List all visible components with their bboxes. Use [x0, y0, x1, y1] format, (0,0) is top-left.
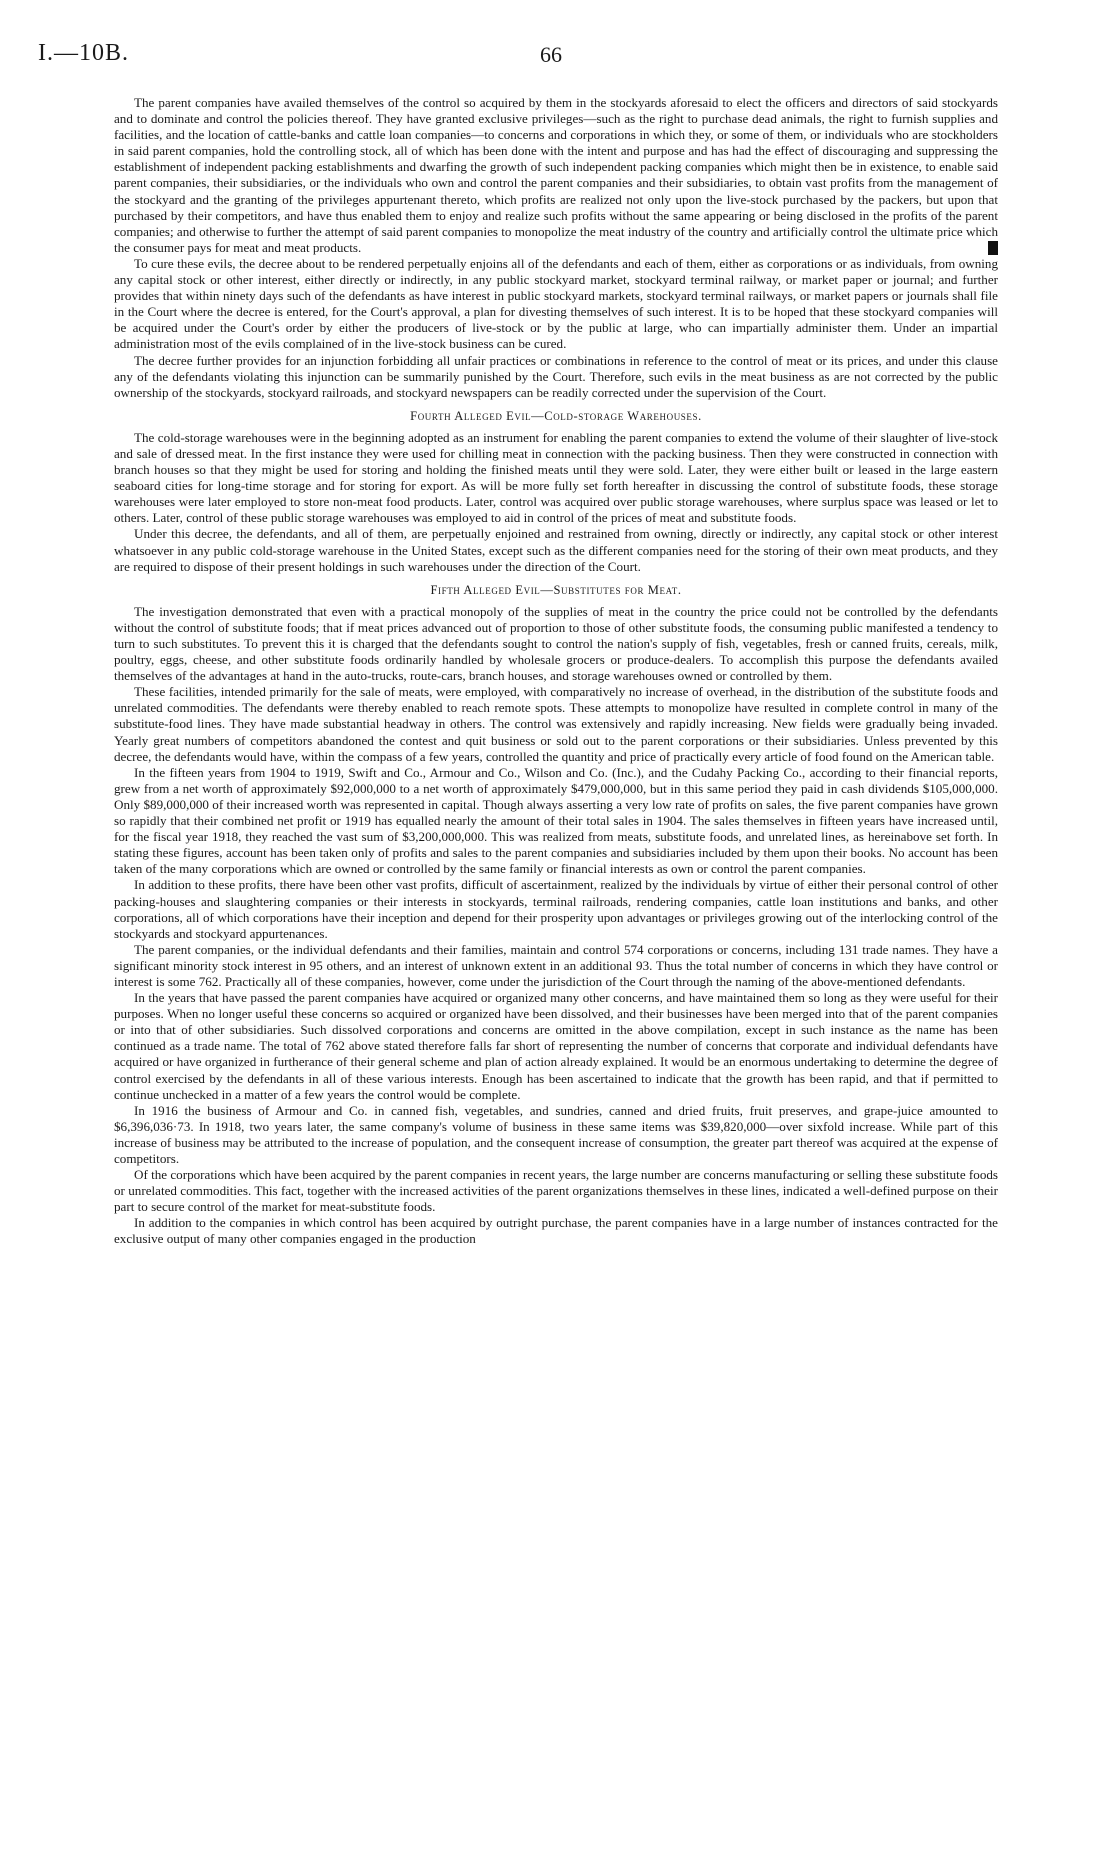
paragraph: The parent companies, or the individual defendants and their families, maintain and control 574 corporations or concerns, including 131 trade names. They have a significant minority stock interest in 95 others, and an interest of unknown extent in an additional 93. Thus the total number of concerns in which they have control or interest is some 762. Practically all of these companies, however, come under the jurisdiction of the Court through the naming of the above-mentioned defendants.: [114, 941, 998, 989]
paragraph: These facilities, intended primarily for the sale of meats, were employed, with comparatively no increase of overhead, in the distribution of the substitute foods and unrelated commodities. The defendants were thereby enabled to reach remote spots. These attempts to monopolize have resulted in complete control in many of the substitute-food lines. They have made substantial headway in others. The control was extensively and rapidly increasing. New fields were gradually being invaded. Yearly great numbers of competitors abandoned the contest and quit business or sold out to the parent corporations or their subsidiaries. Unless prevented by this decree, the defendants would have, within the compass of a few years, controlled the quantity and price of practically every article of food found on the American table.: [114, 684, 998, 764]
paragraph: Of the corporations which have been acquired by the parent companies in recent years, the large number are concerns manufacturing or selling these substitute foods or unrelated commodities. This fact, together with the increased activities of the parent organizations themselves in these lines, indicated a well-defined purpose on their part to secure control of the market for meat-substitute foods.: [114, 1167, 999, 1215]
paragraph: In 1916 the business of Armour and Co. in canned fish, vegetables, and sundries, canned and dried fruits, fruit preserves, and grape-juice amounted to $6,396,036·73. In 1918, two years later, the same company's volume of business in these same items was $39,820,000—over sixfold increase. While part of this increase of business may be attributed to the increase of population, and the consequent increase of consumption, the greater part thereof was acquired at the expense of competitors.: [114, 1102, 998, 1166]
paragraph: In addition to the companies in which control has been acquired by outright purchase, the parent companies have in a large number of instances contracted for the exclusive output of many other companies engaged in the production: [114, 1215, 998, 1247]
body-text: [114, 95, 998, 1248]
section-heading: Fifth Alleged Evil—Substitutes for Meat.: [430, 582, 682, 597]
paragraph: The decree further provides for an injunction forbidding all unfair practices or combinations in reference to the control of meat or its prices, and under this clause any of the defendants violating this injunction can be summarily punished by the Court. Therefore, such evils in the meat business as are not corrected by the public ownership of the stockyards, stockyard railroads, and stockyard newspapers can be readily corrected under the supervision of the Court.: [114, 352, 998, 400]
paragraph: In the years that have passed the parent companies have acquired or organized many other concerns, and have maintained them so long as they were useful for their purposes. When no longer useful these concerns so acquired or organized have been dissolved, and their businesses have been merged into that of the parent companies or into that of other subsidiaries. Such dissolved corporations and concerns are omitted in the above compilation, except in such instance as the name has been continued as a trade name. The total of 762 above stated therefore falls far short of representing the number of concerns that corporate and individual defendants have acquired or have organized in furtherance of their general scheme and plan of action already explained. It would be an enormous undertaking to determine the degree of control exercised by the defendants in all of these various interests. Enough has been ascertained to indicate that the growth has been rapid, and that if permitted to continue unchecked in a matter of a few years the control would be complete.: [114, 990, 998, 1102]
paragraph: To cure these evils, the decree about to be rendered perpetually enjoins all of the defendants and each of them, either as corporations or as individuals, from owning any capital stock or other interest, either directly or indirectly, in any public stockyard market, stockyard terminal railway, or market paper or journal; and further provides that within ninety days such of the defendants as have interest in public stockyard markets, stockyard terminal railways, or market papers or journals shall file in the Court where the decree is entered, for the Court's approval, a plan for divesting themselves of such interest. It is to be hoped that these stockyard companies will be acquired under the Court's order by either the producers of live-stock or by the public at large, who can impartially administer them. Under an impartial administration most of the evils complained of in the live-stock business can be cured.: [114, 255, 998, 352]
paragraph: In addition to these profits, there have been other vast profits, difficult of ascertainment, realized by the individuals by virtue of either their personal control of other packing-houses and slaughtering companies or their interests in stockyards, terminal railroads, rendering companies, cattle loan institutions and banks, and other corporations, all of which corporations have their inception and depend for their prosperity upon advantages or privileges growing out of the interlocking control of the stockyards and stockyard appurtenances.: [114, 877, 998, 941]
paragraph: The investigation demonstrated that even with a practical monopoly of the supplies of meat in the country the price could not be controlled by the defendants without the control of substitute foods; that if meat prices advanced out of proportion to those of other substitute foods, the consuming public manifested a tendency to turn to such substitutes. To prevent this it is charged that the defendants sought to control the nation's supply of fish, vegetables, fresh or canned fruits, cereals, milk, poultry, eggs, cheese, and other substitute foods ordinarily handled by wholesale grocers or produce-dealers. To accomplish this purpose the defendants availed themselves of the advantages at hand in the auto-trucks, route-cars, branch houses, and storage warehouses owned or controlled by them.: [114, 603, 998, 684]
page-number: 66: [540, 42, 562, 67]
document-reference: I.—10B.: [38, 40, 129, 66]
paragraph: In the fifteen years from 1904 to 1919, Swift and Co., Armour and Co., Wilson and Co. (Inc.), and the Cudahy Packing Co., according to their financial reports, grew from a net worth of approximately $92,000,000 to a net worth of approximately $479,000,000, but in this same period they paid in cash dividends $105,000,000. Only $89,000,000 of their increased worth was represented in capital. Though always asserting a very low rate of profits on sales, the five parent companies have grown so rapidly that their combined net profit or 1919 has equalled nearly the amount of their total sales in 1904. The sales themselves in fifteen years have increased until, for the fiscal year 1918, they reached the vast sum of $3,200,000,000. This was realized from meats, substitute foods, and unrelated lines, as hereinabove set forth. In stating these figures, account has been taken only of profits and sales to the parent companies and subsidiaries included by them upon their books. No account has been taken of the many corporations which are owned or controlled by the same family or financial interests as own or control the parent companies.: [114, 764, 998, 877]
section-heading: Fourth Alleged Evil—Cold-storage Warehouses.: [410, 408, 702, 423]
paragraph: The cold-storage warehouses were in the beginning adopted as an instrument for enabling the parent companies to extend the volume of their slaughter of live-stock and sale of dressed meat. In the first instance they were used for chilling meat in connection with the packing business. Then they were constructed in connection with branch houses so that they might be used for storing and holding the finished meats until they were sold. Later, they were either built or leased in the large eastern seaboard cities for long-time storage and for storing for export. As will be more fully set forth hereafter in discussing the control of substitute foods, these storage warehouses were later employed to store non-meat food products. Later, control was acquired over public storage warehouses, where surplus space was leased or let to others. Later, control of these public storage warehouses was employed to aid in control of the prices of meat and substitute foods.: [114, 429, 998, 526]
paragraph: The parent companies have availed themselves of the control so acquired by them in the stockyards aforesaid to elect the officers and directors of said stockyards and to dominate and control the policies thereof. They have granted exclusive privileges—such as the right to purchase dead animals, the right to furnish supplies and facilities, and the location of cattle-banks and cattle loan companies—to concerns and corporations in which they, or some of them, or individuals who are stockholders in said parent companies, hold the controlling stock, all of which has been done with the intent and purpose and has had the effect of discouraging and suppressing the establishment of independent packing establishments and dwarfing the growth of such independent packing companies which might then be in existence, to enable said parent companies, their subsidiaries, or the individuals who own and control the parent companies and their subsidiaries, to obtain vast profits from the management of the stockyard and the granting of the privileges appurtenant thereto, which profits are realized not only upon the live-stock purchased by the packers, but upon that purchased by their competitors, and have thus enabled them to enjoy and realize such profits without the same appearing or being disclosed in the profits of the parent companies; and otherwise to further the attempt of said parent companies to monopolize the meat industry of the country and artificially control the ultimate price which the consumer pays for meat and meat products.: [114, 95, 998, 255]
paragraph: Under this decree, the defendants, and all of them, are perpetually enjoined and restrained from owning, directly or indirectly, any capital stock or other interest whatsoever in any public cold-storage warehouse in the United States, except such as the different companies need for the storing of their own meat products, and they are required to dispose of their present holdings in such warehouses under the direction of the Court.: [114, 526, 998, 574]
black-square-mark: [988, 241, 998, 255]
